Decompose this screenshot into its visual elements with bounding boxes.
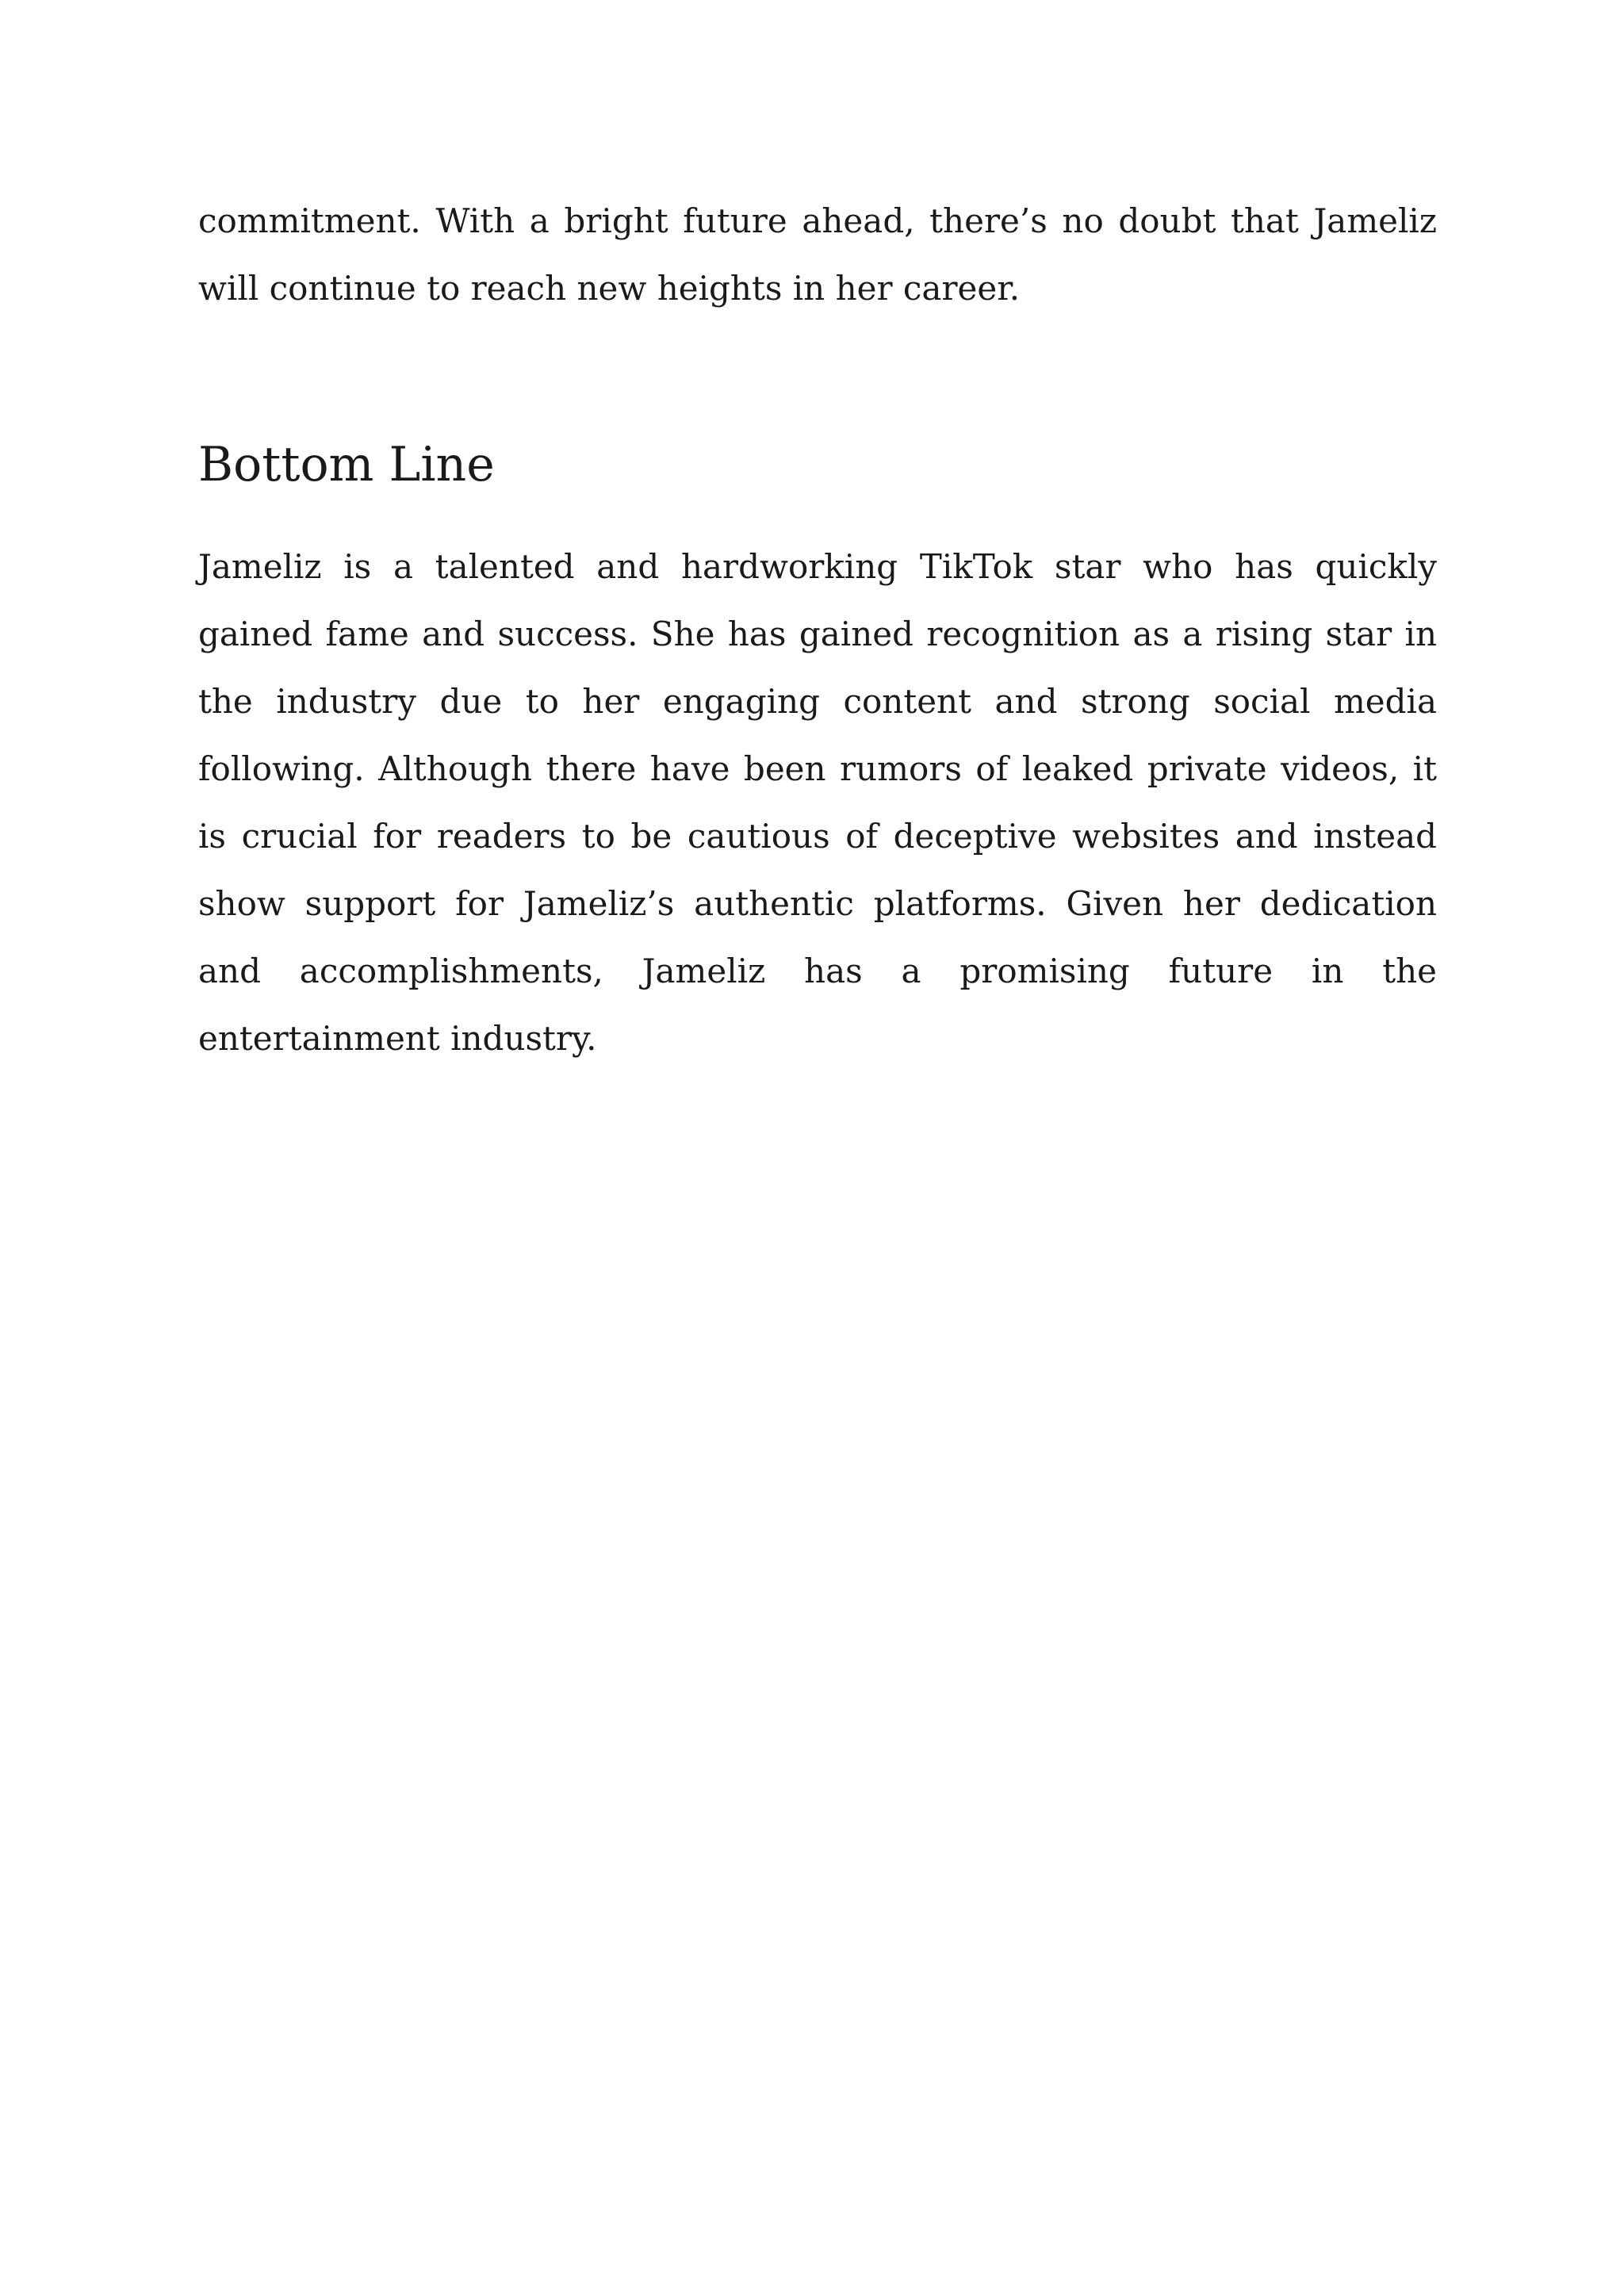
document-page xyxy=(198,187,1437,1072)
section-bottom-line xyxy=(198,436,1437,1072)
section-heading: Bottom Line xyxy=(198,437,495,492)
body-paragraph: Jameliz is a talented and hardworking TikTok star who has quickly gained fame and success. She has gained recognition as a rising star in the industry due to her engaging content and strong social media following. Although there have been rumors of leaked private videos, it is crucial for readers to be cautious of deceptive websites and instead show support for Jameliz’s authentic platforms. Given her dedication and accomplishments, Jameliz has a promising future in the entertainment industry. xyxy=(198,547,1437,1058)
intro-paragraph: commitment. With a bright future ahead, there’s no doubt that Jameliz will continue to reach new heights in her career. xyxy=(198,201,1437,308)
